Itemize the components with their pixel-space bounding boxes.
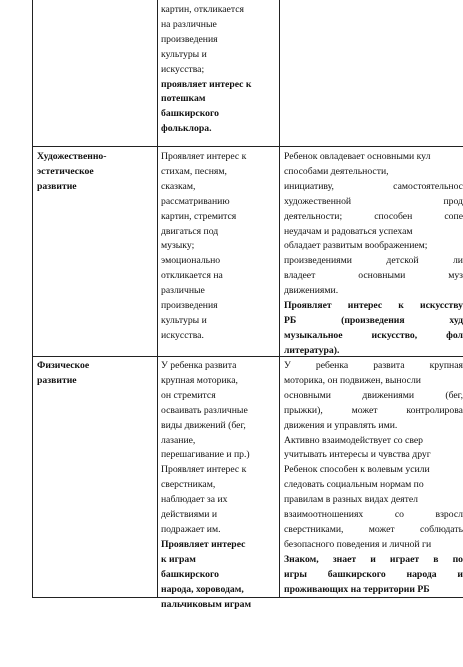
text-line: проживающих на территории РБ bbox=[284, 583, 430, 595]
text-line: взаимоотношениях со взросл bbox=[284, 509, 463, 521]
text-line: двигаться под bbox=[161, 225, 219, 237]
text-line: крупная моторика, bbox=[161, 374, 238, 386]
text-line: Проявляет интерес к bbox=[161, 464, 247, 476]
text-line: Проявляет интерес к bbox=[161, 151, 247, 162]
text-line: деятельности; способен сопе bbox=[284, 210, 463, 222]
text-line: игры башкирского народа и bbox=[284, 568, 463, 580]
text-line: эмоционально bbox=[161, 255, 221, 267]
row-1-age-cell bbox=[161, 3, 277, 137]
text-line: основными движениями (бег, bbox=[284, 389, 463, 401]
table-column-divider-1 bbox=[157, 0, 158, 598]
text-line: к играм bbox=[161, 553, 196, 565]
row-3-target-cell bbox=[284, 359, 463, 598]
text-line: культуры и bbox=[161, 314, 207, 326]
text-line: пальчиковым играм bbox=[161, 598, 252, 610]
text-line: стихам, песням, bbox=[161, 165, 227, 177]
text-line: безопасного поведения и личной ги bbox=[284, 538, 432, 550]
text-line: произведения bbox=[161, 300, 218, 312]
text-line: Проявляет интерес bbox=[161, 538, 246, 550]
area-label-line: развитие bbox=[37, 374, 77, 386]
text-line: движениями. bbox=[284, 285, 339, 297]
text-line: башкирского bbox=[161, 568, 220, 580]
row-3-area-cell bbox=[37, 359, 153, 389]
area-label-line: эстетическое bbox=[37, 165, 94, 177]
table-row-divider-1 bbox=[32, 146, 463, 147]
text-line: Знаком, знает и играет в по bbox=[284, 553, 463, 565]
row-3-age-cell bbox=[161, 359, 277, 612]
text-line: искусства. bbox=[161, 329, 204, 341]
text-line: У ребенка развита крупная bbox=[284, 360, 463, 371]
row-2-target-cell bbox=[284, 150, 463, 359]
text-line: неудачам и радоваться успехам bbox=[284, 225, 413, 237]
text-line: правилам в разных видах деятел bbox=[284, 494, 419, 506]
text-line: искусства; bbox=[161, 63, 205, 75]
text-line: учитывать интересы и чувства друг bbox=[284, 449, 431, 461]
text-line: он стремится bbox=[161, 389, 216, 401]
text-line: художественной прод bbox=[284, 195, 463, 207]
text-line: картин, откликается bbox=[161, 4, 244, 15]
row-2-area-cell bbox=[37, 150, 153, 195]
text-line: моторика, он подвижен, выносли bbox=[284, 374, 421, 386]
text-line: на различные bbox=[161, 18, 217, 30]
text-line: прыжки), может контролирова bbox=[284, 404, 463, 416]
text-line: откликается на bbox=[161, 270, 223, 282]
text-line: обладает развитым воображением; bbox=[284, 240, 428, 252]
text-line: Ребенок способен к волевым усили bbox=[284, 464, 430, 476]
text-line: владеет основными муз bbox=[284, 270, 463, 282]
text-line: картин, стремится bbox=[161, 210, 237, 222]
row-2-age-cell bbox=[161, 150, 277, 344]
text-line: У ребенка развита bbox=[161, 360, 237, 371]
text-line: различные bbox=[161, 285, 205, 297]
text-line: следовать социальным нормам по bbox=[284, 479, 424, 491]
text-line: подражает им. bbox=[161, 523, 221, 535]
text-line: проявляет интерес к bbox=[161, 78, 252, 90]
area-label-line: развитие bbox=[37, 180, 77, 192]
text-line: литература). bbox=[284, 344, 340, 356]
text-line: виды движений (бег, bbox=[161, 419, 246, 431]
text-line: произведениями детской ли bbox=[284, 255, 463, 267]
text-line: народа, хороводам, bbox=[161, 583, 244, 595]
text-line: рассматриванию bbox=[161, 195, 230, 207]
text-line: потешкам bbox=[161, 93, 206, 105]
text-line: музыку; bbox=[161, 240, 195, 252]
text-line: способами деятельности, bbox=[284, 165, 389, 177]
text-line: башкирского bbox=[161, 108, 220, 120]
text-line: наблюдает за их bbox=[161, 494, 228, 506]
text-line: осваивать различные bbox=[161, 404, 248, 416]
text-line: фольклора. bbox=[161, 123, 212, 135]
text-line: сверстникам, bbox=[161, 479, 216, 491]
text-line: лазание, bbox=[161, 434, 196, 446]
text-line: сказкам, bbox=[161, 180, 196, 192]
text-line: Проявляет интерес к искусству bbox=[284, 300, 463, 312]
text-line: движения и управлять ими. bbox=[284, 419, 398, 431]
table-column-divider-2 bbox=[279, 0, 280, 598]
text-line: музыкальное искусство, фол bbox=[284, 329, 463, 341]
text-line: культуры и bbox=[161, 48, 207, 60]
table-border-left bbox=[32, 0, 33, 598]
text-line: инициативу, самостоятельнос bbox=[284, 180, 463, 192]
text-line: перешагивание и пр.) bbox=[161, 449, 250, 461]
area-label-line: Художественно- bbox=[37, 151, 107, 162]
text-line: РБ (произведения худ bbox=[284, 314, 463, 326]
text-line: действиями и bbox=[161, 509, 218, 521]
text-line: сверстниками, может соблюдать bbox=[284, 523, 463, 535]
text-line: Ребенок овладевает основными кул bbox=[284, 151, 431, 162]
text-line: произведения bbox=[161, 33, 218, 45]
area-label-line: Физическое bbox=[37, 360, 90, 371]
text-line: Активно взаимодействует со свер bbox=[284, 434, 423, 446]
